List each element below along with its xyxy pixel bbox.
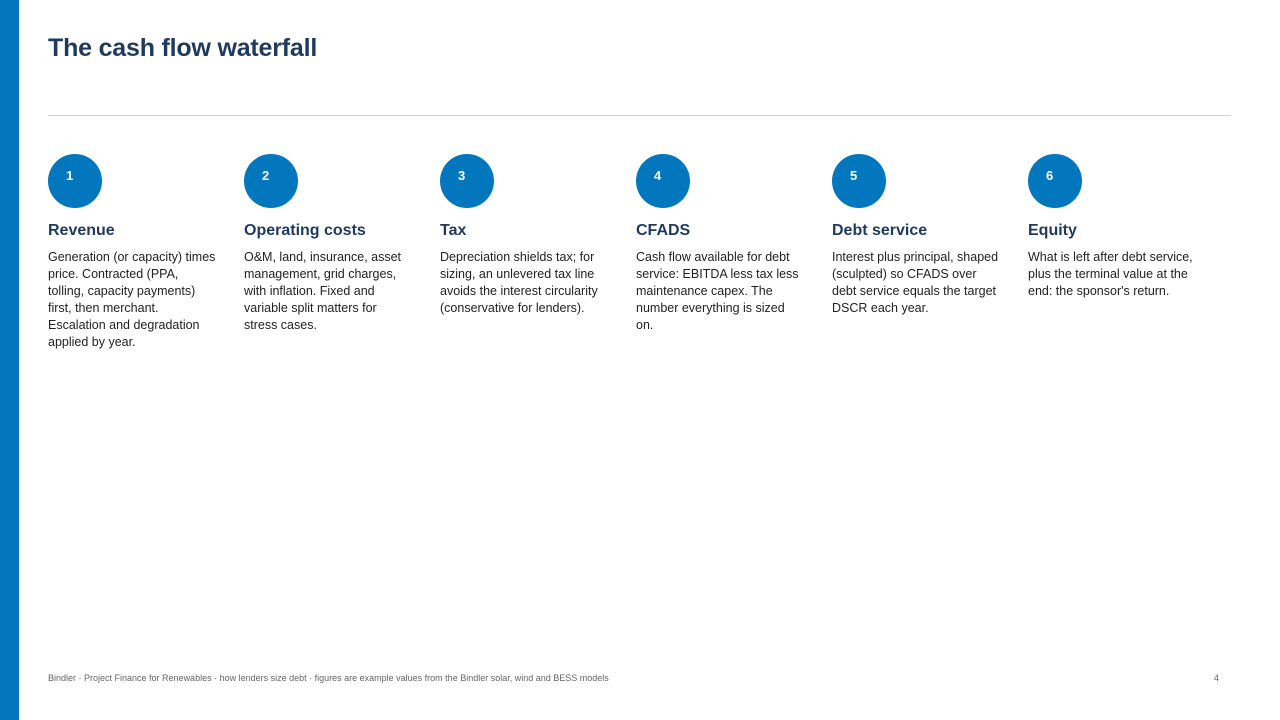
slide-title: The cash flow waterfall <box>48 34 318 62</box>
step-number-badge <box>832 154 886 208</box>
accent-bar <box>0 0 19 720</box>
step-operating-costs <box>244 154 440 351</box>
step-equity <box>1028 154 1224 351</box>
step-description: O&M, land, insurance, asset management, grid charges, with inflation. Fixed and variable split matters for stress cases. <box>244 250 402 332</box>
step-title: Tax <box>440 222 467 239</box>
step-number: 5 <box>850 168 858 183</box>
step-number-badge <box>1028 154 1082 208</box>
step-description: Interest plus principal, shaped (sculpted) so CFADS over debt service equals the target DSCR each year. <box>832 250 999 315</box>
step-title: CFADS <box>636 222 691 239</box>
step-cfads <box>636 154 832 351</box>
title-divider <box>48 115 1231 116</box>
step-title: Debt service <box>832 222 928 239</box>
step-number-badge <box>48 154 102 208</box>
step-number: 4 <box>654 168 662 183</box>
step-description: Generation (or capacity) times price. Contracted (PPA, tolling, capacity payments) first, then merchant. Escalation and degradation applied by year. <box>48 250 216 349</box>
step-description: Depreciation shields tax; for sizing, an unlevered tax line avoids the interest circularity (conservative for lenders). <box>440 250 598 315</box>
step-title: Equity <box>1028 222 1077 239</box>
waterfall-steps <box>48 154 1224 351</box>
step-title: Operating costs <box>244 222 366 239</box>
step-number: 3 <box>458 168 466 183</box>
step-revenue <box>48 154 244 351</box>
step-number: 1 <box>66 168 74 183</box>
step-number-badge <box>440 154 494 208</box>
footer-text: Bindler · Project Finance for Renewables · how lenders size debt · figures are example values from the Bindler solar, wind and BESS models <box>48 673 609 683</box>
step-number-badge <box>244 154 298 208</box>
step-tax <box>440 154 636 351</box>
step-number: 2 <box>262 168 270 183</box>
page-number: 4 <box>1214 673 1220 683</box>
step-title: Revenue <box>48 222 115 239</box>
step-number-badge <box>636 154 690 208</box>
step-debt-service <box>832 154 1028 351</box>
step-number: 6 <box>1046 168 1054 183</box>
step-description: Cash flow available for debt service: EBITDA less tax less maintenance capex. The number everything is sized on. <box>636 250 799 332</box>
step-description: What is left after debt service, plus the terminal value at the end: the sponsor's return. <box>1028 250 1193 298</box>
